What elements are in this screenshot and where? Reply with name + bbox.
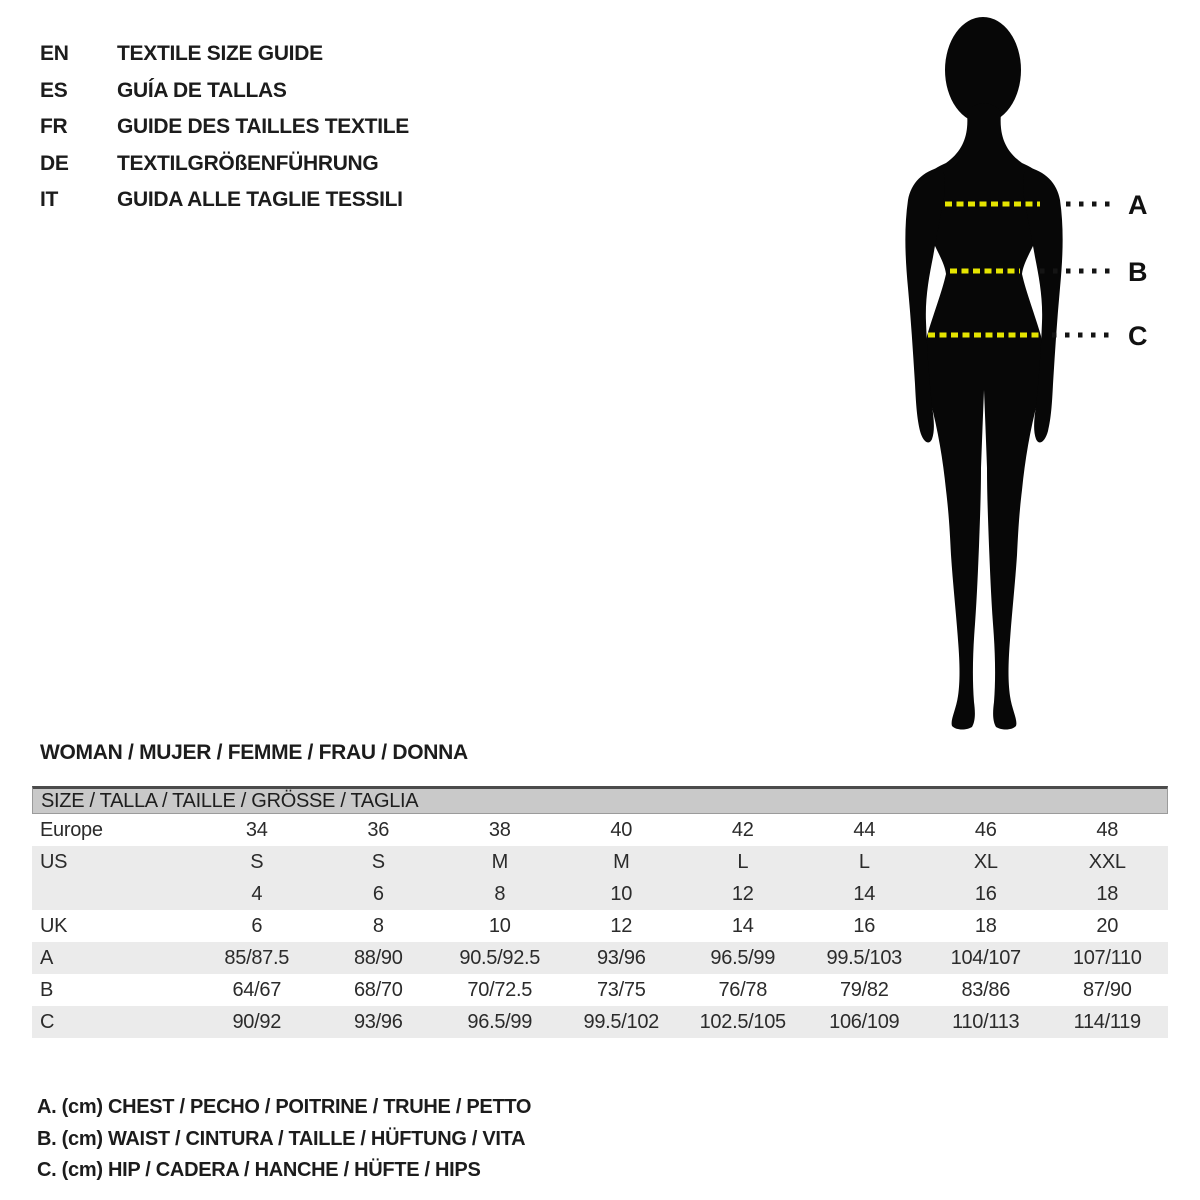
size-cell: 96.5/99 xyxy=(710,946,776,969)
language-title: TEXTILE SIZE GUIDE xyxy=(117,42,323,66)
size-cell: 90.5/92.5 xyxy=(459,946,541,969)
size-cell: 93/96 xyxy=(596,946,646,969)
size-cell: 6 xyxy=(372,882,384,905)
size-cell: 99.5/103 xyxy=(826,946,902,969)
language-code: FR xyxy=(40,115,68,139)
table-row xyxy=(32,1006,1168,1038)
size-cell: XL xyxy=(973,850,998,873)
legend-chest: A. (cm) CHEST / PECHO / POITRINE / TRUHE / PETTO xyxy=(37,1096,532,1118)
size-cell: 16 xyxy=(853,914,876,937)
size-cell: 83/86 xyxy=(961,978,1011,1001)
size-cell: 34 xyxy=(245,818,268,841)
language-row xyxy=(40,36,409,73)
table-row xyxy=(32,814,1168,846)
language-title: TEXTILGRÖßENFÜHRUNG xyxy=(117,151,379,175)
table-row xyxy=(32,846,1168,878)
language-row xyxy=(40,109,409,146)
language-code: DE xyxy=(40,151,69,175)
language-title: GUÍA DE TALLAS xyxy=(117,78,287,102)
size-cell: 90/92 xyxy=(232,1010,282,1033)
size-cell: L xyxy=(858,850,870,873)
size-cell: 6 xyxy=(251,914,263,937)
language-row xyxy=(40,73,409,110)
table-row xyxy=(32,942,1168,974)
size-cell: 107/110 xyxy=(1072,946,1142,969)
language-list xyxy=(40,36,409,219)
row-label: US xyxy=(40,850,68,873)
size-cell: S xyxy=(250,850,264,873)
size-cell: M xyxy=(491,850,508,873)
size-cell: 79/82 xyxy=(839,978,889,1001)
language-code: IT xyxy=(40,188,59,212)
table-row xyxy=(32,910,1168,942)
row-label: Europe xyxy=(40,818,103,841)
size-cell: 18 xyxy=(974,914,997,937)
size-cell: 12 xyxy=(610,914,633,937)
row-label: B xyxy=(40,978,54,1001)
marker-label-c: C xyxy=(1128,321,1148,351)
row-label xyxy=(32,878,196,910)
size-cell: 110/113 xyxy=(952,1010,1020,1033)
size-cell: 70/72.5 xyxy=(467,978,533,1001)
size-table-body xyxy=(32,814,1168,1038)
size-cell: 96.5/99 xyxy=(467,1010,533,1033)
language-row xyxy=(40,146,409,183)
size-cell: XXL xyxy=(1088,850,1126,873)
size-cell: 14 xyxy=(853,882,876,905)
size-table-header: SIZE / TALLA / TAILLE / GRÖSSE / TAGLIA xyxy=(32,786,1168,814)
size-cell: 12 xyxy=(731,882,754,905)
size-cell: 85/87.5 xyxy=(224,946,290,969)
row-label: A xyxy=(40,946,54,969)
measurement-legend xyxy=(37,1092,531,1187)
size-cell: 93/96 xyxy=(353,1010,403,1033)
size-cell: 68/70 xyxy=(353,978,403,1001)
size-cell: 16 xyxy=(974,882,997,905)
measurement-figure xyxy=(880,14,1170,736)
row-label: UK xyxy=(40,914,68,937)
size-cell: 40 xyxy=(610,818,633,841)
size-cell: 99.5/102 xyxy=(583,1010,659,1033)
size-cell: 102.5/105 xyxy=(699,1010,786,1033)
size-cell: M xyxy=(613,850,630,873)
size-cell: 18 xyxy=(1096,882,1119,905)
language-title: GUIDA ALLE TAGLIE TESSILI xyxy=(117,188,403,212)
marker-label-a: A xyxy=(1128,190,1148,220)
size-cell: 38 xyxy=(488,818,511,841)
size-table-grid xyxy=(32,814,1168,1038)
size-cell: 8 xyxy=(372,914,384,937)
size-cell: 20 xyxy=(1096,914,1119,937)
size-cell: 87/90 xyxy=(1082,978,1132,1001)
size-cell: 106/109 xyxy=(829,1010,900,1033)
language-code: EN xyxy=(40,42,69,66)
woman-silhouette-icon xyxy=(880,14,1170,736)
size-cell: 88/90 xyxy=(353,946,403,969)
size-cell: 46 xyxy=(974,818,997,841)
size-cell: 114/119 xyxy=(1073,1010,1141,1033)
language-row xyxy=(40,182,409,219)
language-title: GUIDE DES TAILLES TEXTILE xyxy=(117,115,409,139)
section-title: WOMAN / MUJER / FEMME / FRAU / DONNA xyxy=(40,741,468,764)
size-cell: 8 xyxy=(494,882,506,905)
size-cell: 104/107 xyxy=(950,946,1021,969)
size-cell: 10 xyxy=(488,914,511,937)
size-cell: 10 xyxy=(610,882,633,905)
language-code: ES xyxy=(40,78,68,102)
size-cell: 4 xyxy=(251,882,263,905)
size-cell: 76/78 xyxy=(718,978,768,1001)
size-cell: 42 xyxy=(731,818,754,841)
size-cell: 14 xyxy=(731,914,754,937)
table-row xyxy=(32,974,1168,1006)
size-cell: L xyxy=(737,850,749,873)
row-label: C xyxy=(40,1010,55,1033)
size-cell: 48 xyxy=(1096,818,1119,841)
size-cell: S xyxy=(371,850,385,873)
size-cell: 36 xyxy=(367,818,390,841)
size-cell: 64/67 xyxy=(232,978,282,1001)
size-cell: 73/75 xyxy=(596,978,646,1001)
size-table xyxy=(32,786,1168,1038)
size-cell: 44 xyxy=(853,818,876,841)
marker-label-b: B xyxy=(1128,257,1148,287)
table-row xyxy=(32,878,1168,910)
legend-waist: B. (cm) WAIST / CINTURA / TAILLE / HÜFTUNG / VITA xyxy=(37,1127,526,1150)
legend-hip: C. (cm) HIP / CADERA / HANCHE / HÜFTE / HIPS xyxy=(37,1159,481,1181)
